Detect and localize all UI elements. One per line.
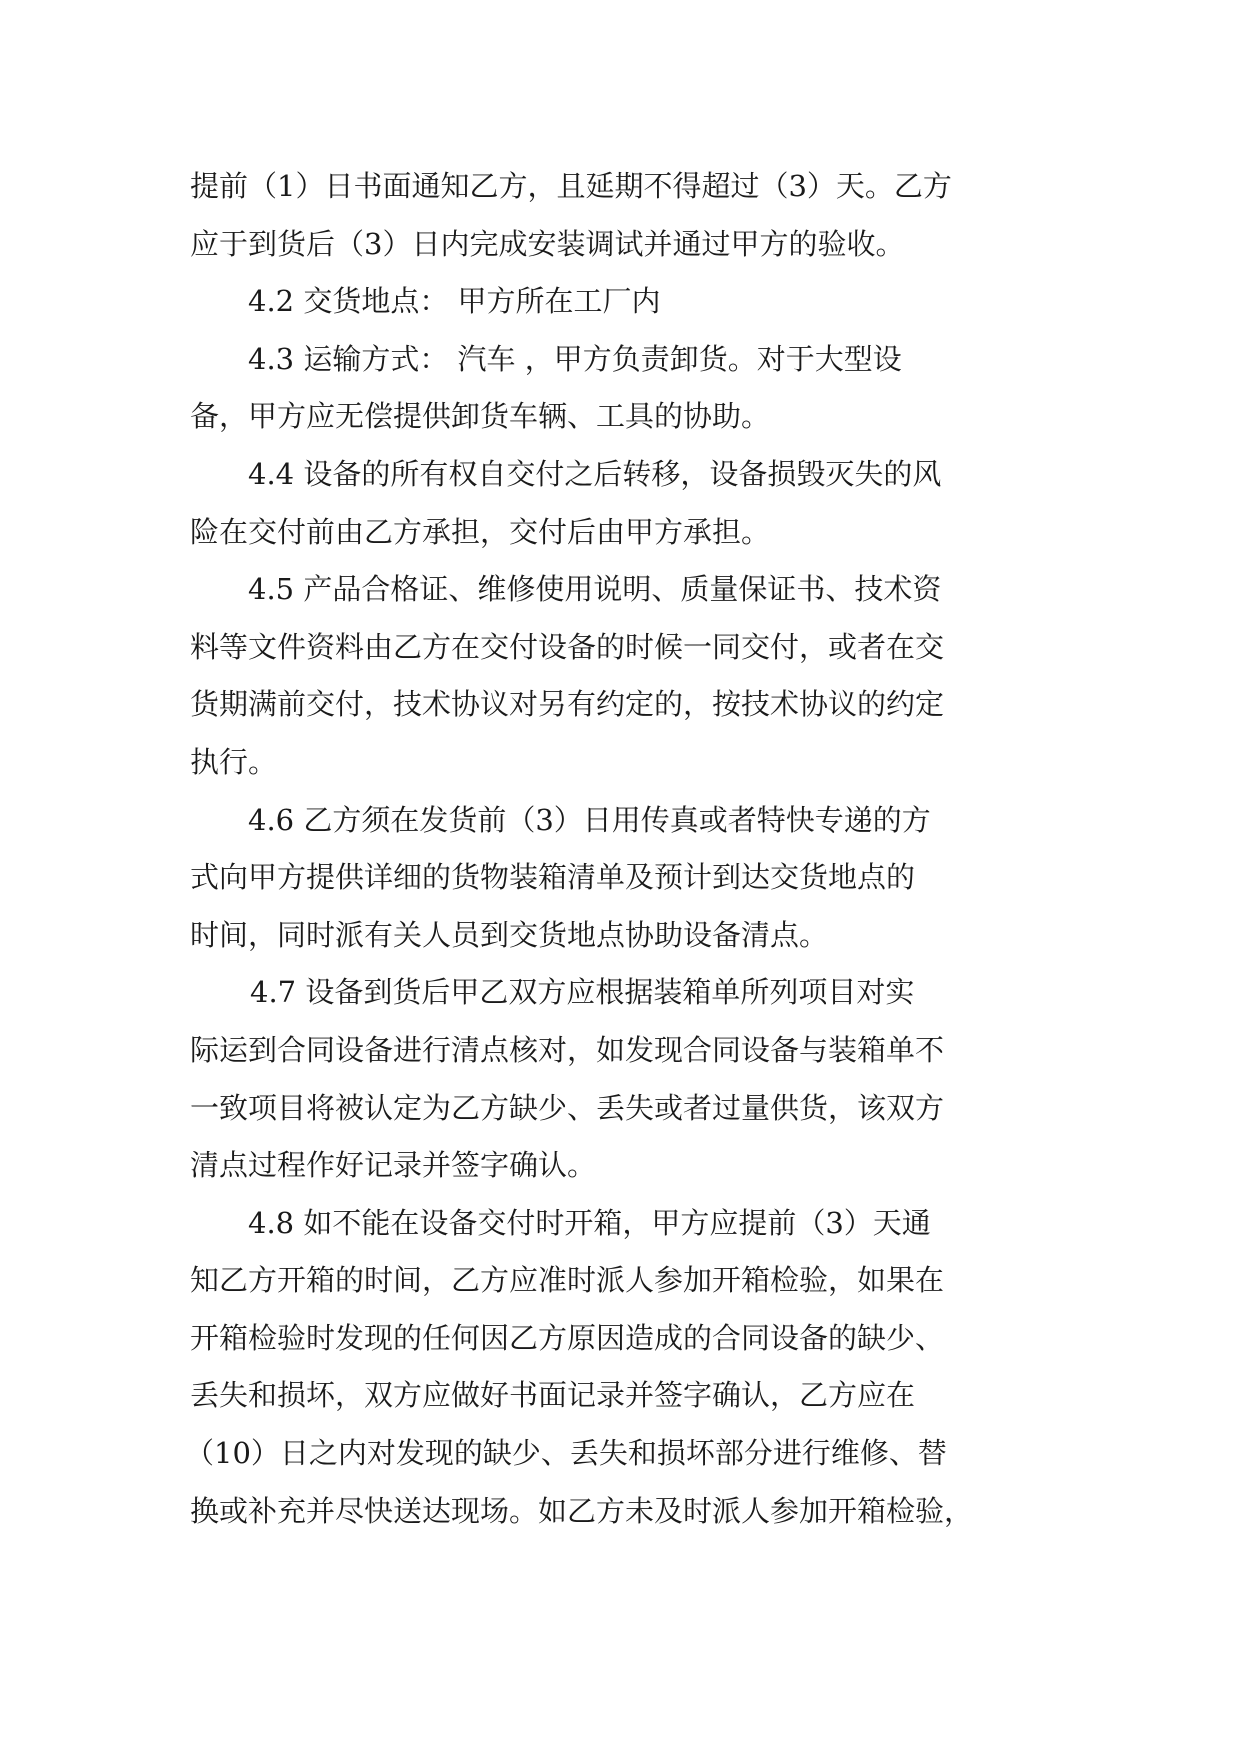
clause-4-3: 4.3 运输方式： 汽车 ，甲方负责卸货。对于大型设 xyxy=(248,341,902,376)
text-line: 一致项目将被认定为乙方缺少、丢失或者过量供货，该双方 xyxy=(190,1090,945,1125)
clause-4-2: 4.2 交货地点： 甲方所在工厂内 xyxy=(248,284,661,319)
text-line: 料等文件资料由乙方在交付设备的时候一同交付，或者在交 xyxy=(190,629,945,664)
clause-4-8: 4.8 如不能在设备交付时开箱，甲方应提前（3）天通 xyxy=(248,1205,931,1240)
clause-4-5: 4.5 产品合格证、维修使用说明、质量保证书、技术资 xyxy=(248,572,942,607)
text-line: 开箱检验时发现的任何因乙方原因造成的合同设备的缺少、 xyxy=(190,1320,945,1355)
clause-4-7: 4.7 设备到货后甲乙双方应根据装箱单所列项目对实 xyxy=(250,975,915,1010)
text-line: 换或补充并尽快送达现场。如乙方未及时派人参加开箱检验， xyxy=(190,1493,974,1528)
text-line: 货期满前交付，技术协议对另有约定的，按技术协议的约定 xyxy=(190,687,945,722)
text-line: 提前（1）日书面通知乙方，且延期不得超过（3）天。乙方 xyxy=(190,169,952,203)
text-line: 清点过程作好记录并签字确认。 xyxy=(190,1148,597,1183)
text-line: 执行。 xyxy=(190,744,278,779)
text-line: 际运到合同设备进行清点核对，如发现合同设备与装箱单不 xyxy=(190,1032,945,1067)
clause-4-6: 4.6 乙方须在发货前（3）日用传真或者特快专递的方 xyxy=(248,802,931,837)
document-body xyxy=(185,158,1060,1540)
text-line: 式向甲方提供详细的货物装箱清单及预计到达交货地点的 xyxy=(190,860,916,895)
text-line: 应于到货后（3）日内完成安装调试并通过甲方的验收。 xyxy=(190,226,905,261)
clause-4-4: 4.4 设备的所有权自交付之后转移，设备损毁灭失的风 xyxy=(248,456,942,491)
text-line: 丢失和损坏，双方应做好书面记录并签字确认，乙方应在 xyxy=(190,1378,916,1413)
text-line: 备，甲方应无偿提供卸货车辆、工具的协助。 xyxy=(190,399,771,434)
text-line: （10）日之内对发现的缺少、丢失和损坏部分进行维修、替 xyxy=(185,1436,947,1471)
text-line: 时间，同时派有关人员到交货地点协助设备清点。 xyxy=(190,917,829,952)
text-line: 险在交付前由乙方承担，交付后由甲方承担。 xyxy=(190,514,771,549)
text-line: 知乙方开箱的时间，乙方应准时派人参加开箱检验，如果在 xyxy=(190,1263,945,1298)
